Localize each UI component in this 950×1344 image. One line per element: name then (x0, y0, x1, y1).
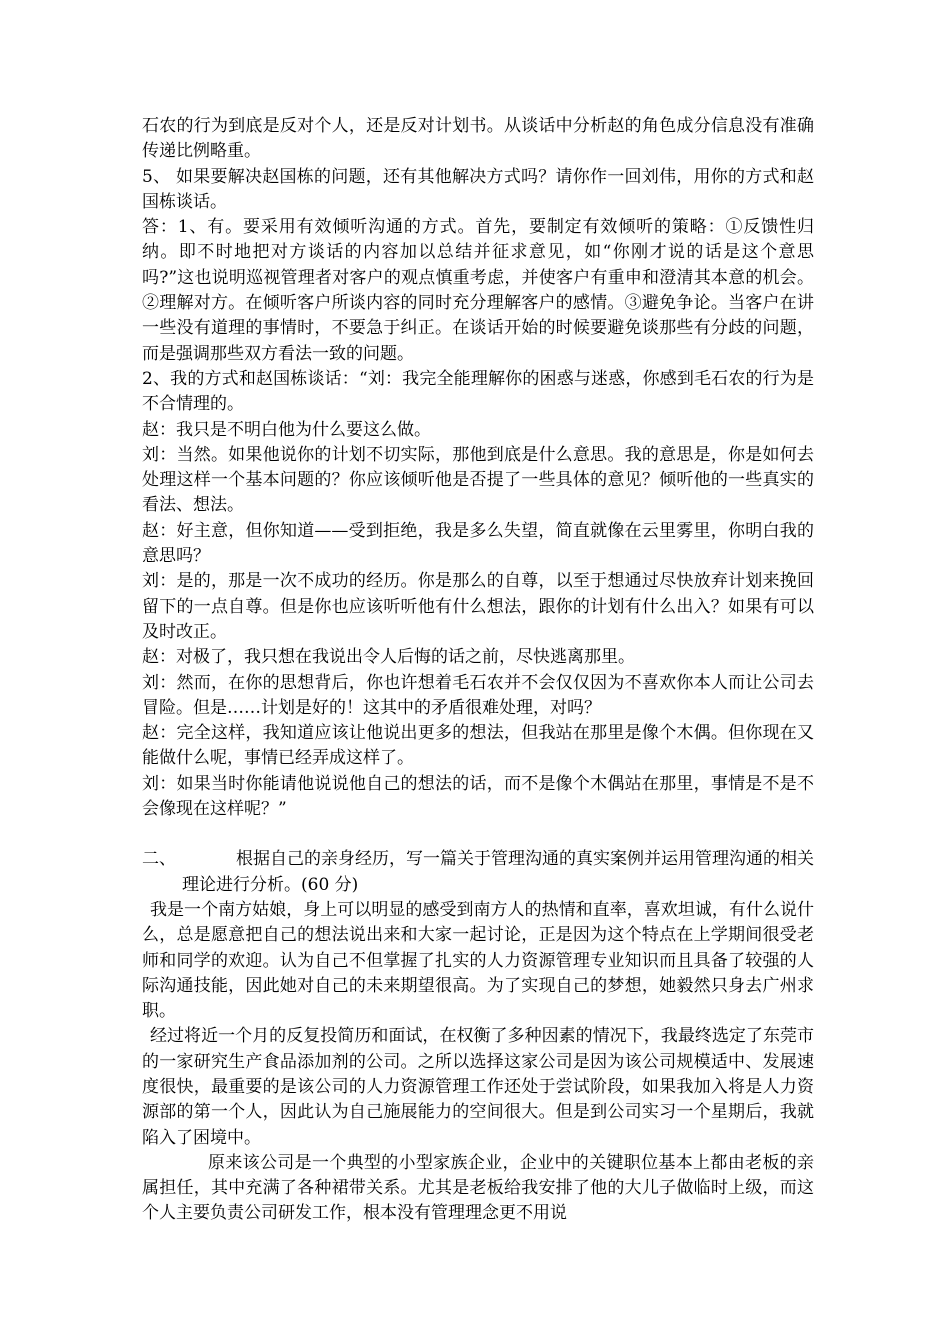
dialogue-line: 刘：是的，那是一次不成功的经历。你是那么的自尊，以至于想通过尽快放弃计划来挽回留下的一点自尊。但是你也应该听听他有什么想法，跟你的计划有什么出入？如果有可以及时改正。 (142, 571, 814, 642)
dialogue-line: 赵：我只是不明白他为什么要这么做。 (142, 419, 431, 440)
dialogue-line: 刘：当然。如果他说你的计划不切实际，那他到底是什么意思。我的意思是，你是如何去处理这样一个基本问题的？你应该倾听他是否提了一些具体的意见？倾听他的一些真实的看法、想法。 (142, 444, 814, 516)
dialogue-line: 赵：对极了，我只想在我说出令人后悔的话之前，尽快逃离那里。 (142, 647, 635, 668)
section-2-heading (142, 847, 814, 898)
blank-line (142, 822, 814, 847)
case-paragraph-2: 经过将近一个月的反复投简历和面试，在权衡了多种因素的情况下，我最终选定了东莞市的一家研究生产食品添加剂的公司。之所以选择这家公司是因为该公司规模适中、发展速度很快，最重要的是该公司的人力资源管理工作还处于尝试阶段，如果我加入将是人力资源部的第一个人，因此认为自己施展能力的空间很大。但是到公司实习一个星期后，我就陷入了困境中。 (142, 1026, 814, 1148)
case-paragraph-3: 原来该公司是一个典型的小型家族企业，企业中的关键职位基本上都由老板的亲属担任，其中充满了各种裙带关系。尤其是老板给我安排了他的大儿子做临时上级，而这个人主要负责公司研发工作，根本没有管理理念更不用说 (142, 1152, 814, 1224)
section-title: 根据自己的亲身经历，写一篇关于管理沟通的真实案例并运用管理沟通的相关理论进行分析。(60 分) (182, 849, 814, 895)
dialogue-line: 刘：如果当时你能请他说说他自己的想法的话，而不是像个木偶站在那里，事情是不是不会像现在这样呢？” (142, 773, 814, 820)
dialogue-line: 刘：然而，在你的思想背后，你也许想着毛石农并不会仅仅因为不喜欢你本人而让公司去冒险。但是……计划是好的！这其中的矛盾很难处理，对吗？ (142, 672, 814, 718)
section-number: 二、 (142, 849, 176, 870)
answer-2: 2、我的方式和赵国栋谈话：“刘：我完全能理解你的困惑与迷惑，你感到毛石农的行为是不合情理的。 (142, 368, 814, 415)
dialogue-line: 赵：好主意，但你知道——受到拒绝，我是多么失望，简直就像在云里雾里，你明白我的意思吗？ (142, 520, 814, 567)
case-paragraph-1: 我是一个南方姑娘，身上可以明显的感受到南方人的热情和直率，喜欢坦诚，有什么说什么，总是愿意把自己的想法说出来和大家一起讨论，正是因为这个特点在上学期间很受老师和同学的欢迎。认为自己不但掌握了扎实的人力资源管理专业知识而且具备了较强的人际沟通技能，因此她对自己的未来期望很高。为了实现自己的梦想，她毅然只身去广州求职。 (142, 899, 814, 1022)
dialogue-line: 赵：完全这样，我知道应该让他说出更多的想法，但我站在那里是像个木偶。但你现在又能做什么呢，事情已经弄成这样了。 (142, 723, 814, 769)
paragraph-intro: 石农的行为到底是反对个人，还是反对计划书。从谈话中分析赵的角色成分信息没有准确传递比例略重。 (142, 116, 814, 162)
question-5: 5、 如果要解决赵国栋的问题，还有其他解决方式吗？请你作一回刘伟，用你的方式和赵国栋谈话。 (142, 166, 814, 212)
document-page (142, 114, 814, 1227)
answer-1: 答：1、有。要采用有效倾听沟通的方式。首先，要制定有效倾听的策略：①反馈性归纳。即不时地把对方谈话的内容加以总结并征求意见，如“你刚才说的话是这个意思吗?”这也说明巡视管理者对客户的观点慎重考虑，并使客户有重申和澄清其本意的机会。②理解对方。在倾听客户所谈内容的同时充分理解客户的感情。③避免争论。当客户在讲一些没有道理的事情时，不要急于纠正。在谈话开始的时候要避免谈那些有分歧的问题，而是强调那些双方看法一致的问题。 (142, 217, 814, 364)
